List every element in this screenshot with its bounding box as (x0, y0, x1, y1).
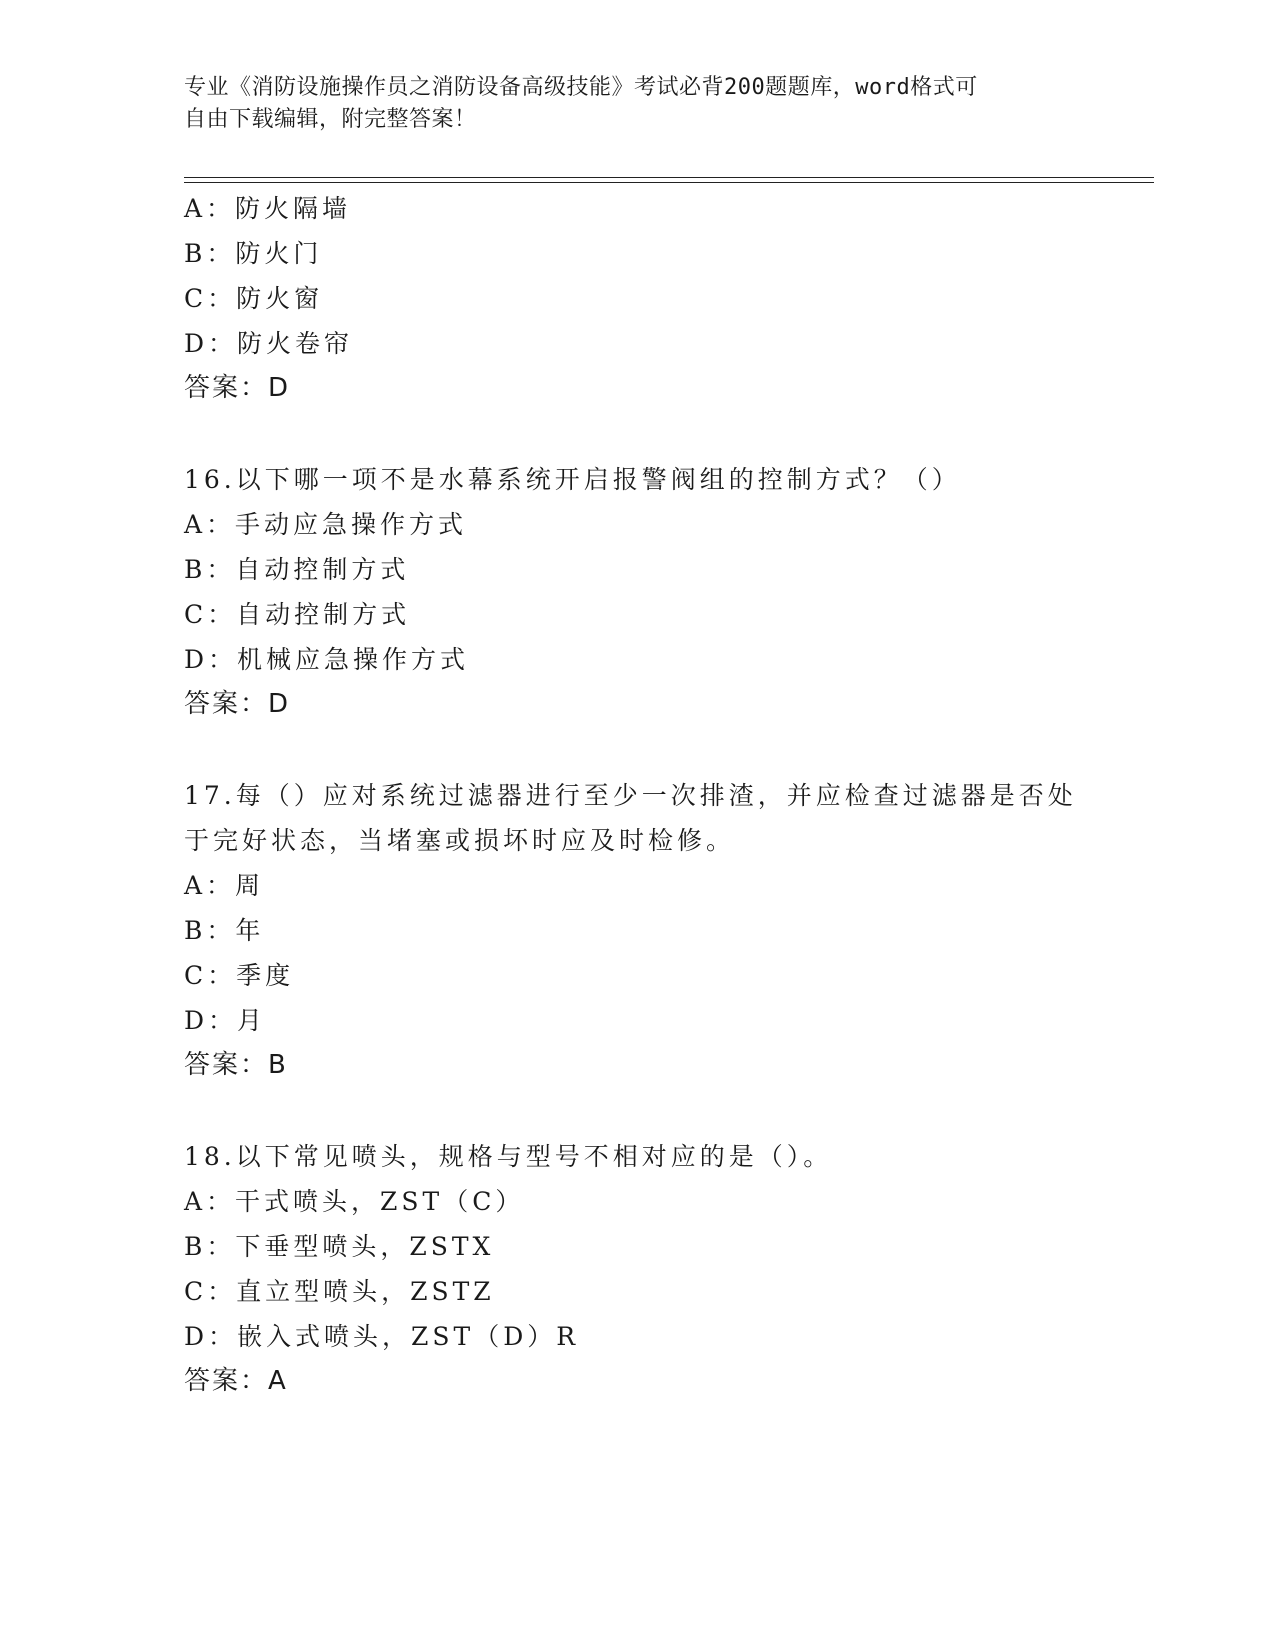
spacer (184, 411, 1084, 457)
header-line-1: 专业《消防设施操作员之消防设备高级技能》考试必背200题题库，word格式可 (184, 75, 978, 100)
option-c: C：防火窗 (184, 284, 324, 313)
answer-text: 答案：A (184, 1366, 288, 1396)
spacer (184, 1088, 1084, 1134)
option-b: B：防火门 (184, 239, 323, 268)
question-17 (184, 773, 1084, 1088)
answer-text: 答案：D (184, 689, 291, 719)
option-b: B：下垂型喷头，ZSTX (184, 1232, 495, 1261)
header-line-2: 自由下载编辑，附完整答案！ (184, 107, 477, 132)
option-c: C：直立型喷头，ZSTZ (184, 1277, 495, 1306)
option-d: D：嵌入式喷头，ZST（D）R (184, 1322, 580, 1351)
option-a: A：手动应急操作方式 (184, 510, 468, 539)
option-c: C：季度 (184, 961, 295, 990)
option-b: B：年 (184, 916, 265, 945)
option-c: C：自动控制方式 (184, 600, 411, 629)
option-a: A：防火隔墙 (184, 194, 352, 223)
spacer (184, 727, 1084, 773)
option-d: D：防火卷帘 (184, 329, 354, 358)
option-b: B：自动控制方式 (184, 555, 410, 584)
option-a: A：干式喷头，ZST（C） (184, 1187, 525, 1216)
answer-text: 答案：D (184, 373, 291, 403)
question-stem-line-1: 17.每（）应对系统过滤器进行至少一次排渣，并应检查过滤器是否处 (184, 781, 1077, 810)
option-a: A：周 (184, 871, 265, 900)
document-header (184, 72, 1064, 136)
question-16 (184, 457, 1084, 727)
header-divider-top (184, 177, 1154, 178)
header-divider-bottom (184, 182, 1154, 183)
answer-text: 答案：B (184, 1050, 288, 1080)
question-15 (184, 186, 1084, 411)
question-18 (184, 1134, 1084, 1404)
question-stem: 18.以下常见喷头，规格与型号不相对应的是（）。 (184, 1142, 833, 1171)
option-d: D：机械应急操作方式 (184, 645, 470, 674)
question-stem-line-2: 于完好状态，当堵塞或损坏时应及时检修。 (184, 826, 736, 855)
option-d: D：月 (184, 1006, 267, 1035)
question-stem: 16.以下哪一项不是水幕系统开启报警阀组的控制方式？（） (184, 465, 961, 494)
question-list (184, 186, 1084, 1404)
